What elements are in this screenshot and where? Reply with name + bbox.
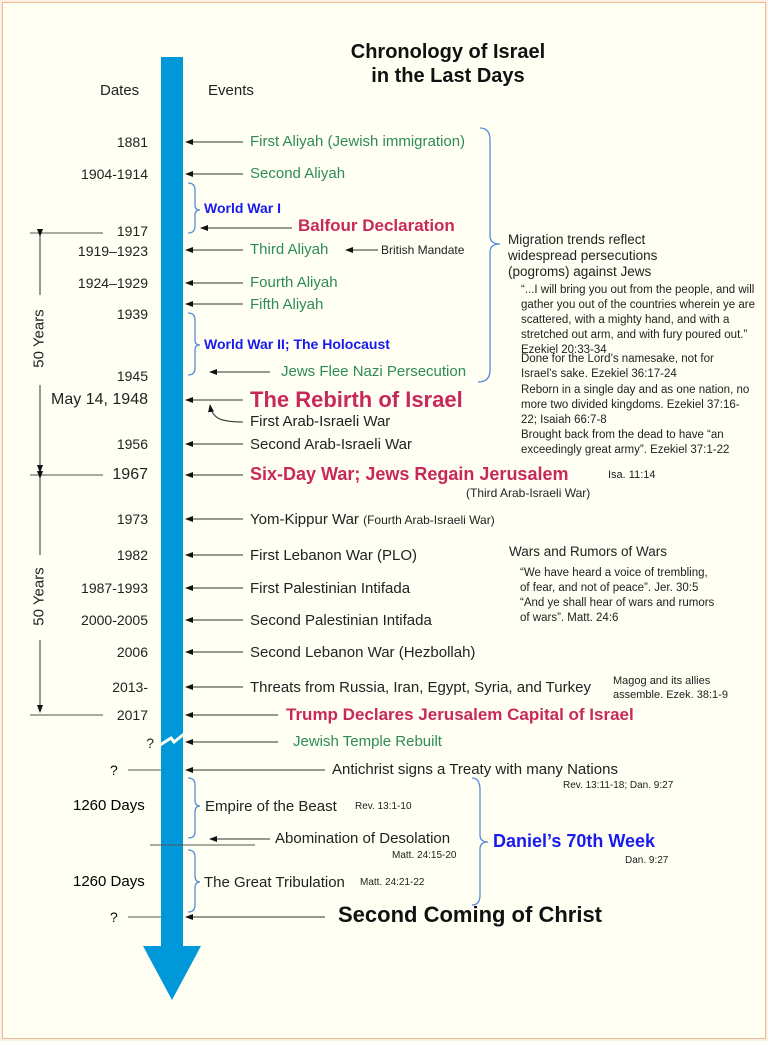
date-label: 1917: [116, 223, 148, 239]
date-label: 1260 Days: [73, 873, 145, 890]
date-label: 1939: [116, 306, 148, 322]
date-label: 1924–1929: [77, 275, 148, 291]
event-temple-rebuilt: Jewish Temple Rebuilt: [293, 733, 442, 750]
note-wars-title: Wars and Rumors of Wars: [509, 544, 668, 559]
dates-header: Dates: [100, 82, 140, 99]
date-label: 1881: [116, 134, 148, 150]
ref-treaty: Rev. 13:11-18; Dan. 9:27: [563, 780, 674, 791]
date-label: 1973: [116, 511, 148, 527]
event-six-day-war-sub: (Third Arab-Israeli War): [466, 486, 591, 500]
note-magog-1: Magog and its allies: [613, 675, 711, 687]
event-empire-of-beast: Empire of the Beast: [205, 798, 337, 815]
date-label: 1260 Days: [73, 797, 145, 814]
event-world-war-2: World War II; The Holocaust: [204, 336, 390, 352]
date-label: ?: [146, 735, 154, 751]
event-british-mandate: British Mandate: [381, 243, 465, 257]
event-daniels-70th-week: Daniel’s 70th Week: [493, 831, 656, 851]
event-second-coming: Second Coming of Christ: [338, 902, 602, 927]
event-rebirth-of-israel: The Rebirth of Israel: [250, 387, 463, 412]
event-fifth-aliyah: Fifth Aliyah: [250, 296, 324, 313]
date-label: ?: [110, 762, 118, 778]
date-label: 1919–1923: [77, 243, 148, 259]
event-first-aliyah: First Aliyah (Jewish immigration): [250, 133, 466, 150]
event-third-aliyah: Third Aliyah: [250, 241, 329, 258]
event-trump-declares: Trump Declares Jerusalem Capital of Israel: [286, 705, 634, 724]
date-label: 1987-1993: [81, 580, 148, 596]
ref-tribulation: Matt. 24:21-22: [360, 877, 425, 888]
event-jews-flee: Jews Flee Nazi Persecution: [281, 363, 467, 380]
event-first-arab-israeli-war: First Arab-Israeli War: [250, 413, 391, 430]
date-label: 2017: [116, 707, 148, 723]
date-label: 1945: [116, 368, 148, 384]
event-balfour-declaration: Balfour Declaration: [298, 216, 455, 235]
event-second-lebanon-war: Second Lebanon War (Hezbollah): [250, 644, 476, 661]
event-yom-kippur-label: Yom-Kippur War: [250, 511, 359, 528]
event-fourth-aliyah: Fourth Aliyah: [250, 274, 338, 291]
event-second-intifada: Second Palestinian Intifada: [250, 612, 432, 629]
date-label: May 14, 1948: [51, 391, 148, 408]
event-abomination: Abomination of Desolation: [275, 830, 451, 847]
date-label: 1982: [116, 547, 148, 563]
date-label: 2006: [116, 644, 148, 660]
note-wars-quote-2: “And ye shall hear of wars and rumors of wars”. Matt. 24:6: [520, 597, 715, 624]
ref-six-day-war: Isa. 11:14: [608, 469, 656, 481]
note-quote-3: Reborn in a single day and as one nation, no more two divided kingdoms. Ezekiel 37:16-22; Isaiah 66:7-8: [521, 384, 750, 426]
event-first-intifada: First Palestinian Intifada: [250, 580, 411, 597]
date-label: 2000-2005: [81, 612, 148, 628]
event-six-day-war: Six-Day War; Jews Regain Jerusalem: [250, 464, 569, 484]
event-yom-kippur-sub: (Fourth Arab-Israeli War): [363, 513, 495, 527]
event-threats: Threats from Russia, Iran, Egypt, Syria, and Turkey: [250, 679, 591, 696]
event-first-lebanon-war: First Lebanon War (PLO): [250, 547, 417, 564]
note-quote-2: Done for the Lord’s namesake, not for Israel’s sake. Ezekiel 36:17-24: [521, 353, 714, 380]
date-label: 1904-1914: [81, 166, 148, 182]
ref-daniel: Dan. 9:27: [625, 855, 669, 866]
event-second-arab-israeli-war: Second Arab-Israeli War: [250, 436, 413, 453]
note-quote-4: Brought back from the dead to have “an exceedingly great army”. Ezekiel 37:1-22: [521, 429, 730, 456]
date-label: 1956: [116, 436, 148, 452]
note-migration: Migration trends reflect widespread persecutions (pogroms) against Jews: [508, 232, 658, 279]
date-label: 2013-: [112, 679, 148, 695]
span-label-upper: 50 Years: [30, 309, 48, 368]
event-great-tribulation: The Great Tribulation: [204, 874, 345, 891]
ref-beast: Rev. 13:1-10: [355, 801, 412, 812]
note-magog-2: assemble. Ezek. 38:1-9: [613, 689, 728, 701]
title-line-1: Chronology of Israel: [350, 41, 546, 63]
note-wars-quote-1: “We have heard a voice of trembling, of fear, and not of peace”. Jer. 30:5: [520, 567, 708, 594]
title-line-2: in the Last Days: [371, 65, 525, 87]
event-second-aliyah: Second Aliyah: [250, 165, 346, 182]
timeline-arrow: [143, 57, 201, 1000]
date-label: 1967: [112, 466, 148, 483]
ref-abomination: Matt. 24:15-20: [392, 850, 457, 861]
page-title: [318, 40, 578, 88]
event-antichrist-treaty: Antichrist signs a Treaty with many Nations: [332, 761, 618, 778]
span-label-lower: 50 Years: [30, 567, 48, 626]
note-quote-1: “...I will bring you out from the people, and will gather you out of the countries wherein ye are scattered, with a mighty hand, and with a stretched out arm, and with fury poured out.” Ezekiel 20:33-34: [521, 284, 755, 356]
event-yom-kippur-war: [250, 511, 495, 528]
event-world-war-1: World War I: [204, 200, 281, 216]
events-header: Events: [208, 82, 254, 99]
date-label: ?: [110, 909, 118, 925]
